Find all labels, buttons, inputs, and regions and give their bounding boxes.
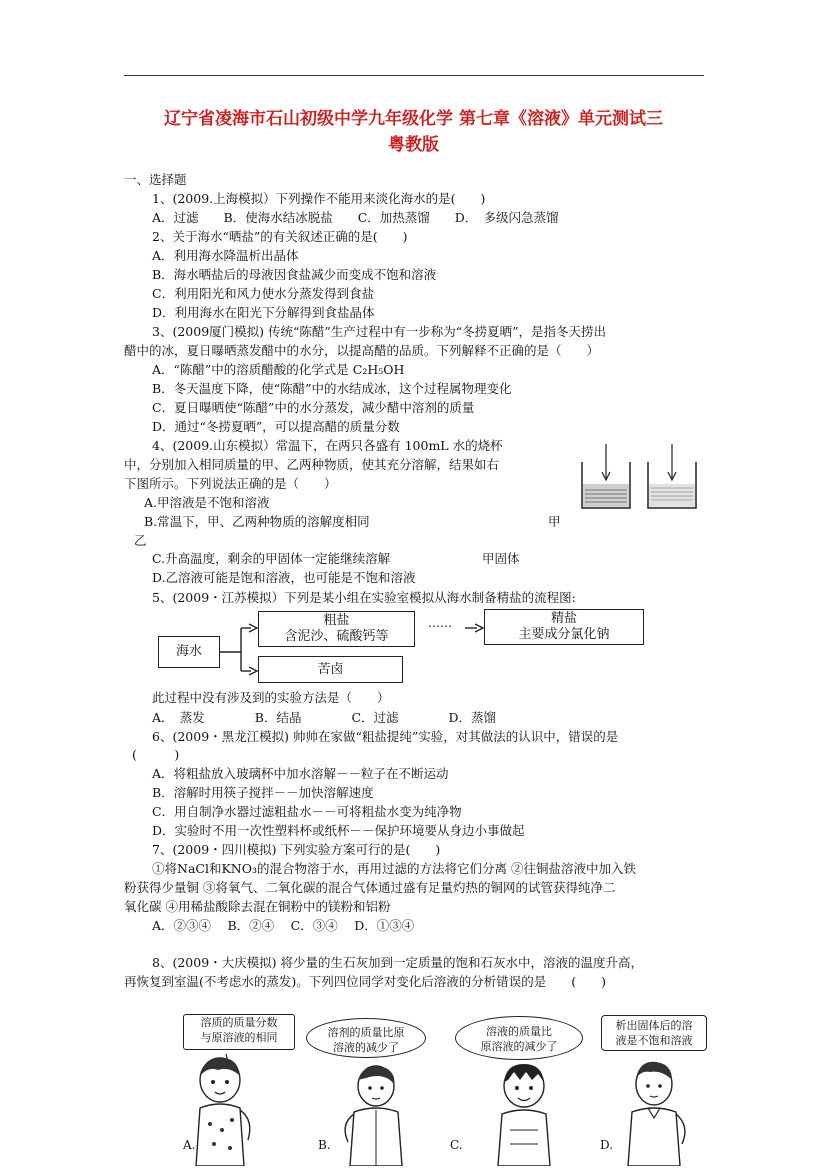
flow-box-seawater: [158, 636, 220, 668]
bubble-a-line2: 与原溶液的相同: [200, 1031, 278, 1044]
bubble-c-line1: 溶液的质量比: [486, 1025, 552, 1038]
flow-box-fine-salt: [484, 609, 644, 645]
q3-option-a: A．“陈醋”中的溶质醋酸的化学式是 C₂H₅OH: [152, 362, 405, 377]
beakers-figure: [576, 438, 716, 514]
flow-crude-salt-label: 粗盐: [323, 613, 350, 628]
option-label-b: B.: [318, 1138, 331, 1152]
q7-options: A．②③④ B．②④ C．③④ D．①③④: [152, 918, 415, 933]
bubble-c-line2: 原溶液的减少了: [480, 1040, 558, 1053]
q6-stem-line2: ( ): [132, 747, 180, 762]
bubble-a: [183, 1014, 295, 1050]
q3-option-d: D．通过“冬捞夏晒”，可以提高醋的质量分数: [152, 419, 400, 434]
beaker-label-jia-solid: 甲固体: [482, 551, 520, 566]
q4-stem-line3: 下图所示。下列说法正确的是（ ）: [124, 476, 337, 491]
q4-option-c: C.升高温度，剩余的甲固体一定能继续溶解: [152, 551, 391, 566]
q6-stem-line1: 6、(2009・黑龙江模拟) 帅帅在家做“粗盐提纯”实验，对其做法的认识中，错误的是: [152, 729, 619, 744]
page-title: 辽宁省凌海市石山初级中学九年级化学 第七章《溶液》单元测试三: [164, 109, 663, 129]
q4-stem-line2: 中，分别加入相同质量的甲、乙两种物质，使其充分溶解，结果如右: [124, 457, 500, 472]
flow-fine-salt-label: 精盐: [550, 611, 577, 626]
q7-body-line1: ①将NaCl和KNO₃的混合物溶于水，再用过滤的方法将它们分离 ②往铜盐溶液中加入铁: [152, 861, 636, 876]
bubble-d-line1: 析出固体后的溶: [615, 1019, 693, 1032]
bubble-b-line1: 溶剂的质量比原: [327, 1026, 405, 1039]
flow-box-crude-salt: [258, 611, 415, 647]
q5-stem: 5、(2009・江苏模拟）下列是某小组在实验室模拟从海水制备精盐的流程图:: [152, 590, 576, 605]
q3-stem-line2: 醋中的冰，夏日曝晒蒸发醋中的水分，以提高醋的品质。下列解释不正确的是（ ）: [124, 343, 600, 358]
option-label-d: D.: [600, 1138, 614, 1152]
q3-option-c: C．夏日曝晒使“陈醋”中的水分蒸发，减少醋中溶剂的质量: [152, 400, 475, 415]
flow-crude-salt-detail: 含泥沙、硫酸钙等: [284, 629, 389, 644]
q6-option-d: D．实验时不用一次性塑料杯或纸杯－－保护环境要从身边小事做起: [152, 823, 525, 838]
q6-option-c: C．用自制净水器过滤粗盐水－－可将粗盐水变为纯净物: [152, 804, 462, 819]
top-rule: [124, 75, 704, 76]
q6-option-b: B．溶解时用筷子搅拌－－加快溶解速度: [152, 785, 374, 800]
q8-stem-line2: 再恢复到室温(不考虑水的蒸发)。下列四位同学对变化后溶液的分析错误的是 ( ): [124, 974, 607, 989]
q4-option-d: D.乙溶液可能是饱和溶液，也可能是不饱和溶液: [152, 570, 416, 585]
beaker-label-jia: 甲: [548, 514, 561, 529]
bubble-a-line1: 溶质的质量分数: [200, 1016, 278, 1029]
flow-fine-salt-detail: 主要成分氯化钠: [518, 627, 610, 642]
beaker-label-yi: 乙: [134, 533, 147, 548]
q2-option-a: A．利用海水降温析出晶体: [152, 248, 299, 263]
q2-stem: 2、关于海水“晒盐”的有关叙述正确的是( ): [152, 229, 408, 244]
q2-option-d: D．利用海水在阳光下分解得到食盐晶体: [152, 305, 375, 320]
page-title-line2: 粤教版: [388, 135, 439, 155]
q4-option-b: B.常温下，甲、乙两种物质的溶解度相同: [144, 514, 370, 529]
q8-stem-line1: 8、(2009・大庆模拟) 将少量的生石灰加到一定质量的饱和石灰水中，溶液的温度升高，: [152, 955, 643, 970]
option-label-a: A.: [183, 1138, 196, 1152]
flow-ellipsis: ……: [428, 616, 452, 630]
q2-option-c: C．利用阳光和风力使水分蒸发得到食盐: [152, 286, 375, 301]
q4-stem-line1: 4、(2009.山东模拟）常温下，在两只各盛有 100mL 水的烧杯: [152, 438, 503, 453]
q7-body-line3: 氧化碳 ④用稀盐酸除去混在铜粉中的镁粉和铝粉: [124, 899, 391, 914]
beaker-yi: [648, 444, 696, 508]
bubble-b: [306, 1018, 426, 1058]
q7-stem: 7、(2009・四川模拟) 下列实验方案可行的是( ): [152, 842, 441, 857]
section-heading: 一、选择题: [124, 172, 187, 187]
beaker-jia: [582, 444, 630, 508]
q4-option-a: A.甲溶液是不饱和溶液: [144, 495, 270, 510]
q6-option-a: A．将粗盐放入玻璃杯中加水溶解－－粒子在不断运动: [152, 766, 449, 781]
q7-body-line2: 粉获得少量铜 ③将氧气、二氧化碳的混合气体通过盛有足量灼热的铜网的试管获得纯净二: [124, 880, 616, 895]
q3-option-b: B．冬天温度下降，使“陈醋”中的水结成冰，这个过程属物理变化: [152, 381, 512, 396]
flow-box-brine: [258, 656, 403, 683]
bubble-b-line2: 溶液的减少了: [333, 1041, 399, 1054]
bubble-d: [601, 1015, 707, 1051]
flow-seawater-label: 海水: [175, 644, 202, 659]
q5-ask: 此过程中没有涉及到的实验方法是（ ）: [152, 690, 390, 705]
q1-options: A．过滤 B．使海水结冰脱盐 C．加热蒸馏 D． 多级闪急蒸馏: [152, 210, 559, 225]
flow-brine-label: 苦卤: [317, 661, 344, 677]
bubble-c: [455, 1016, 583, 1060]
student-b-illustration: [330, 1062, 420, 1166]
q3-stem-line1: 3、(2009厦门模拟) 传统“陈醋”生产过程中有一步称为“冬捞夏晒”，是指冬天捞出: [152, 324, 607, 339]
bubble-d-line2: 液是不饱和溶液: [615, 1034, 693, 1047]
q5-options: A． 蒸发 B．结晶 C．过滤 D．蒸馏: [152, 710, 497, 725]
student-d-illustration: [610, 1056, 700, 1166]
q1-stem: 1、(2009.上海模拟）下列操作不能用来淡化海水的是( ): [152, 191, 486, 206]
option-label-c: C.: [450, 1138, 463, 1152]
q2-option-b: B．海水晒盐后的母液因食盐减少而变成不饱和溶液: [152, 267, 437, 282]
student-c-illustration: [480, 1060, 570, 1166]
